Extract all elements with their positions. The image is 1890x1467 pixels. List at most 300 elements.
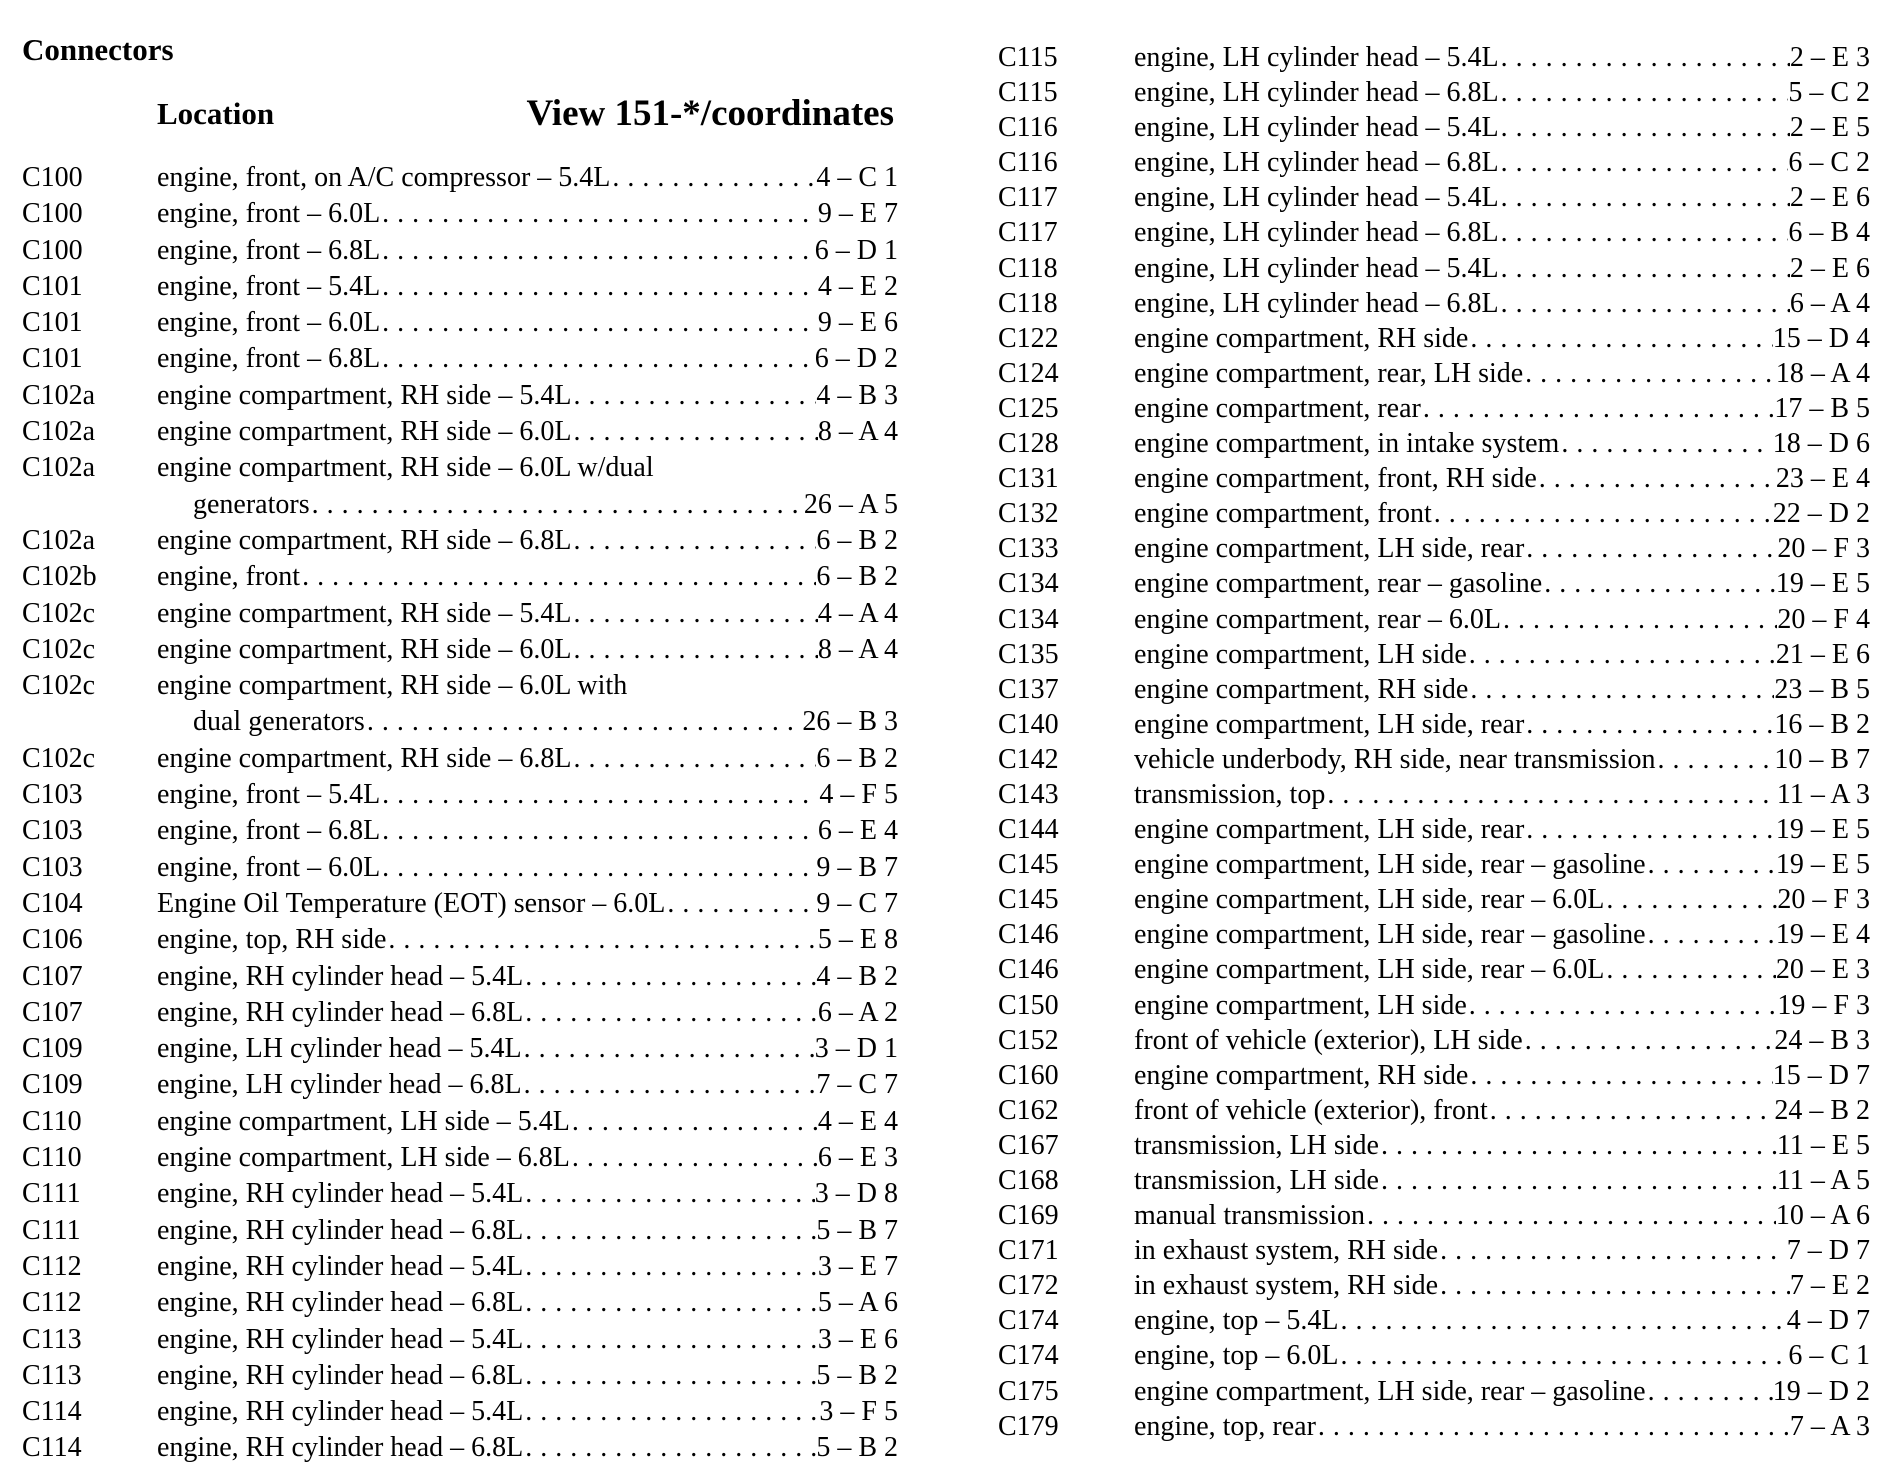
dot-leader bbox=[1537, 461, 1776, 496]
connector-location bbox=[157, 378, 898, 414]
connector-location bbox=[1134, 40, 1870, 75]
connector-location bbox=[157, 1104, 898, 1140]
dot-leader bbox=[1499, 180, 1790, 215]
view-coordinates: 22 – D 2 bbox=[1772, 498, 1870, 530]
location-text: engine, LH cylinder head – 6.8L bbox=[157, 1069, 522, 1101]
connector-location bbox=[1134, 566, 1870, 601]
connector-code: C137 bbox=[998, 673, 1059, 705]
connector-code: C102a bbox=[22, 524, 96, 556]
location-line bbox=[1134, 1338, 1870, 1373]
connector-location bbox=[1134, 812, 1870, 847]
connector-entry bbox=[22, 1140, 898, 1176]
view-coordinates: 7 – D 7 bbox=[1786, 1235, 1870, 1267]
connector-entry bbox=[998, 812, 1870, 847]
view-coordinates: 9 – C 7 bbox=[816, 887, 898, 919]
view-coordinates: 5 – C 2 bbox=[1788, 77, 1870, 109]
location-line bbox=[157, 523, 898, 559]
location-text: engine compartment, front bbox=[1134, 498, 1432, 530]
connector-location bbox=[1134, 1093, 1870, 1128]
dot-leader bbox=[523, 1249, 818, 1285]
location-line bbox=[1134, 777, 1870, 812]
connector-location bbox=[1134, 917, 1870, 952]
dot-leader bbox=[1379, 1128, 1777, 1163]
location-line bbox=[1134, 1374, 1870, 1409]
connector-entry bbox=[22, 959, 898, 995]
dot-leader bbox=[1499, 75, 1789, 110]
view-coordinates: 7 – C 7 bbox=[816, 1069, 898, 1101]
location-line bbox=[1134, 180, 1870, 215]
dot-leader bbox=[380, 196, 818, 232]
view-coordinates: 3 – E 6 bbox=[817, 1323, 898, 1355]
connector-location bbox=[1134, 1023, 1870, 1058]
view-coordinates: 3 – D 8 bbox=[814, 1178, 898, 1210]
view-coordinates: 3 – E 7 bbox=[817, 1250, 898, 1282]
location-text: in exhaust system, RH side bbox=[1134, 1270, 1439, 1302]
connector-location bbox=[157, 959, 898, 995]
location-line bbox=[1134, 637, 1870, 672]
connector-entry bbox=[22, 1031, 898, 1067]
dot-leader bbox=[522, 1067, 817, 1103]
view-coordinates: 19 – E 4 bbox=[1775, 919, 1870, 951]
connector-entry bbox=[998, 777, 1870, 812]
dot-leader bbox=[1421, 391, 1774, 426]
view-coordinates: 6 – C 2 bbox=[1788, 147, 1870, 179]
dot-leader bbox=[1523, 1023, 1775, 1058]
connector-code: C172 bbox=[998, 1270, 1059, 1302]
connector-location bbox=[157, 196, 898, 232]
connector-entry bbox=[22, 668, 898, 741]
location-text: engine compartment, rear – gasoline bbox=[1134, 568, 1543, 600]
connector-location bbox=[157, 1322, 898, 1358]
connector-code: C110 bbox=[22, 1142, 82, 1174]
connector-entry bbox=[22, 196, 898, 232]
location-line bbox=[1134, 496, 1870, 531]
connector-code: C102c bbox=[22, 633, 96, 665]
connector-location bbox=[157, 450, 898, 523]
view-coordinates: 9 – B 7 bbox=[816, 851, 898, 883]
connector-code: C114 bbox=[22, 1396, 82, 1428]
connector-location bbox=[1134, 286, 1870, 321]
connector-entry bbox=[22, 850, 898, 886]
location-text: engine compartment, RH side bbox=[1134, 1059, 1469, 1091]
location-line bbox=[1134, 742, 1870, 777]
location-text: engine compartment, LH side, rear – gasoline bbox=[1134, 849, 1646, 881]
connector-location bbox=[157, 1285, 898, 1321]
dot-leader bbox=[571, 378, 816, 414]
dot-leader bbox=[310, 487, 804, 523]
dot-leader bbox=[1524, 531, 1777, 566]
connector-code: C107 bbox=[22, 960, 83, 992]
dot-leader bbox=[365, 704, 802, 740]
connector-entry bbox=[998, 566, 1870, 601]
view-coordinates: 23 – E 4 bbox=[1775, 463, 1870, 495]
view-coordinates: 16 – B 2 bbox=[1774, 708, 1870, 740]
location-text-continued: dual generators bbox=[193, 706, 365, 738]
connector-code: C104 bbox=[22, 887, 83, 919]
connector-entry bbox=[998, 952, 1870, 987]
connector-location bbox=[157, 523, 898, 559]
location-text: engine compartment, LH side, rear – gasoline bbox=[1134, 1375, 1646, 1407]
connector-code: C168 bbox=[998, 1165, 1059, 1196]
location-line bbox=[1134, 1058, 1870, 1093]
connector-location bbox=[157, 233, 898, 269]
connector-code: C102c bbox=[22, 597, 96, 629]
dot-leader bbox=[1365, 1198, 1776, 1233]
connector-code: C134 bbox=[998, 603, 1059, 635]
connector-entry bbox=[998, 1303, 1870, 1338]
connector-code: C114 bbox=[22, 1432, 82, 1464]
connector-location bbox=[1134, 777, 1870, 812]
location-text: engine, RH cylinder head – 6.8L bbox=[157, 1287, 524, 1319]
location-line bbox=[157, 196, 898, 232]
connector-location bbox=[157, 1249, 898, 1285]
connector-location bbox=[1134, 882, 1870, 917]
connector-location bbox=[1134, 1058, 1870, 1093]
connector-code: C102a bbox=[22, 379, 96, 411]
view-coordinates: 6 – D 2 bbox=[814, 343, 898, 375]
location-text: engine compartment, RH side bbox=[1134, 322, 1469, 354]
connector-code: C150 bbox=[998, 989, 1059, 1021]
dot-leader bbox=[1339, 1303, 1787, 1338]
location-text: engine compartment, RH side – 6.0L bbox=[157, 633, 572, 665]
location-line bbox=[1134, 566, 1870, 601]
dot-leader bbox=[523, 1394, 819, 1430]
location-line bbox=[1134, 847, 1870, 882]
location-text: engine compartment, rear – 6.0L bbox=[1134, 603, 1501, 635]
view-coordinates: 6 – B 2 bbox=[816, 524, 898, 556]
connector-location bbox=[1134, 1409, 1870, 1444]
connector-code: C179 bbox=[998, 1410, 1059, 1442]
connector-code: C101 bbox=[22, 270, 83, 302]
location-line bbox=[1134, 321, 1870, 356]
location-line bbox=[157, 1322, 898, 1358]
connector-entry bbox=[998, 215, 1870, 250]
dot-leader bbox=[1438, 1233, 1787, 1268]
connector-code: C118 bbox=[998, 252, 1058, 284]
dot-leader bbox=[1379, 1163, 1777, 1198]
location-text: engine, top, RH side bbox=[157, 924, 387, 956]
connector-entry bbox=[22, 1358, 898, 1394]
connector-entry bbox=[22, 233, 898, 269]
connector-code: C101 bbox=[22, 343, 83, 375]
view-coordinates: 15 – D 4 bbox=[1772, 322, 1870, 354]
connector-entry bbox=[22, 1430, 898, 1466]
connector-code: C103 bbox=[22, 815, 83, 847]
connector-entry bbox=[998, 1128, 1870, 1163]
location-line bbox=[1134, 356, 1870, 391]
connector-location bbox=[157, 596, 898, 632]
dot-leader bbox=[571, 741, 816, 777]
connector-entry bbox=[998, 531, 1870, 566]
connector-code: C115 bbox=[998, 77, 1058, 109]
view-coordinates: 11 – E 5 bbox=[1776, 1129, 1870, 1161]
view-coordinates: 5 – B 7 bbox=[816, 1214, 898, 1246]
dot-leader bbox=[1604, 952, 1775, 987]
connector-entry bbox=[998, 40, 1870, 75]
location-line bbox=[1134, 672, 1870, 707]
connector-code: C122 bbox=[998, 322, 1059, 354]
connector-location bbox=[1134, 75, 1870, 110]
dot-leader bbox=[386, 922, 817, 958]
connector-location bbox=[1134, 1233, 1870, 1268]
connector-entry bbox=[998, 1023, 1870, 1058]
connector-entry bbox=[22, 378, 898, 414]
dot-leader bbox=[1524, 812, 1776, 847]
location-line bbox=[1134, 812, 1870, 847]
location-line bbox=[157, 233, 898, 269]
dot-leader bbox=[1467, 637, 1776, 672]
connector-entry bbox=[22, 813, 898, 849]
location-line bbox=[1134, 1303, 1870, 1338]
connector-entry bbox=[22, 1104, 898, 1140]
location-text: engine, LH cylinder head – 6.8L bbox=[1134, 147, 1499, 179]
right-connector-list bbox=[998, 40, 1870, 1444]
dot-leader bbox=[523, 1322, 818, 1358]
connector-entry bbox=[998, 75, 1870, 110]
location-line bbox=[1134, 1093, 1870, 1128]
dot-leader bbox=[1339, 1338, 1789, 1373]
dot-leader bbox=[380, 813, 818, 849]
dot-leader bbox=[1499, 145, 1789, 180]
view-coordinates: 20 – F 3 bbox=[1777, 533, 1870, 565]
location-text: engine, front bbox=[157, 561, 301, 593]
location-text: engine, LH cylinder head – 6.8L bbox=[1134, 217, 1499, 249]
connector-entry bbox=[998, 251, 1870, 286]
view-coordinates: 7 – A 3 bbox=[1789, 1410, 1870, 1442]
connector-code: C115 bbox=[998, 42, 1058, 73]
connector-code: C145 bbox=[998, 884, 1059, 916]
connector-location bbox=[1134, 1374, 1870, 1409]
location-text: engine, RH cylinder head – 6.8L bbox=[157, 1432, 524, 1464]
location-line bbox=[1134, 391, 1870, 426]
connector-location bbox=[157, 1394, 898, 1430]
view-coordinates: 19 – F 3 bbox=[1777, 989, 1870, 1021]
dot-leader bbox=[1488, 1093, 1775, 1128]
dot-leader bbox=[1467, 988, 1778, 1023]
location-line bbox=[157, 741, 898, 777]
location-text: engine, front – 6.8L bbox=[157, 234, 381, 266]
view-coordinates: 19 – E 5 bbox=[1775, 814, 1870, 846]
connector-entry bbox=[998, 917, 1870, 952]
location-text: engine compartment, rear, LH side bbox=[1134, 357, 1524, 389]
dot-leader bbox=[1523, 356, 1776, 391]
dot-leader bbox=[523, 1213, 816, 1249]
connector-entry bbox=[22, 922, 898, 958]
connector-location bbox=[1134, 1163, 1870, 1198]
location-line bbox=[157, 777, 898, 813]
location-text: transmission, LH side bbox=[1134, 1165, 1379, 1196]
location-text: engine, LH cylinder head – 5.4L bbox=[1134, 112, 1499, 144]
connector-entry bbox=[22, 341, 898, 377]
dot-leader bbox=[1646, 847, 1776, 882]
location-line bbox=[1134, 952, 1870, 987]
connector-entry bbox=[998, 672, 1870, 707]
view-coordinates: 10 – A 6 bbox=[1775, 1200, 1870, 1232]
location-line bbox=[1134, 40, 1870, 75]
location-line bbox=[1134, 1233, 1870, 1268]
location-text: engine compartment, RH side – 6.0L w/dual bbox=[157, 452, 654, 484]
connector-location bbox=[1134, 602, 1870, 637]
location-text: engine compartment, RH side – 5.4L bbox=[157, 597, 572, 629]
dot-leader bbox=[380, 233, 815, 269]
connector-code: C118 bbox=[998, 287, 1058, 319]
connector-code: C100 bbox=[22, 162, 83, 193]
connector-location bbox=[1134, 1338, 1870, 1373]
connector-location bbox=[1134, 215, 1870, 250]
dot-leader bbox=[523, 995, 818, 1031]
view-coordinates: 9 – E 7 bbox=[817, 198, 898, 230]
location-line bbox=[1134, 1023, 1870, 1058]
location-text: engine, RH cylinder head – 6.8L bbox=[157, 1214, 524, 1246]
dot-leader bbox=[380, 850, 816, 886]
view-coordinates: 19 – E 5 bbox=[1775, 849, 1870, 881]
connector-location bbox=[157, 559, 898, 595]
dot-leader bbox=[1501, 602, 1777, 637]
view-coordinates: 3 – F 5 bbox=[819, 1396, 898, 1428]
dot-leader bbox=[523, 1430, 816, 1466]
location-line bbox=[157, 559, 898, 595]
location-line bbox=[157, 1067, 898, 1103]
location-line bbox=[1134, 707, 1870, 742]
connector-location bbox=[1134, 952, 1870, 987]
view-coordinates: 17 – B 5 bbox=[1774, 392, 1870, 424]
connector-entry bbox=[998, 1374, 1870, 1409]
connector-code: C102c bbox=[22, 742, 96, 774]
location-text: engine, LH cylinder head – 6.8L bbox=[1134, 287, 1499, 319]
connector-entry bbox=[998, 1233, 1870, 1268]
location-text: engine compartment, rear bbox=[1134, 392, 1421, 424]
view-coordinates: 4 – B 3 bbox=[816, 379, 898, 411]
connector-code: C171 bbox=[998, 1235, 1059, 1267]
connector-code: C167 bbox=[998, 1129, 1059, 1161]
connector-entry bbox=[22, 160, 898, 196]
connector-location bbox=[157, 632, 898, 668]
connector-location bbox=[1134, 321, 1870, 356]
connector-entry bbox=[22, 741, 898, 777]
location-line bbox=[157, 632, 898, 668]
location-line bbox=[1134, 461, 1870, 496]
view-coordinates: 26 – A 5 bbox=[803, 488, 898, 520]
connector-entry bbox=[998, 742, 1870, 777]
connector-code: C103 bbox=[22, 779, 83, 811]
connector-entry bbox=[998, 1163, 1870, 1198]
connector-entry bbox=[998, 1058, 1870, 1093]
location-text: engine, front, on A/C compressor – 5.4L bbox=[157, 162, 611, 193]
location-text: engine compartment, front, RH side bbox=[1134, 463, 1537, 495]
connector-entry bbox=[22, 559, 898, 595]
location-line bbox=[157, 1285, 898, 1321]
connector-entry bbox=[998, 180, 1870, 215]
connector-location bbox=[1134, 531, 1870, 566]
location-line bbox=[157, 1394, 898, 1430]
location-line bbox=[157, 850, 898, 886]
connector-location bbox=[157, 305, 898, 341]
view-coordinates: 24 – B 3 bbox=[1774, 1024, 1870, 1056]
connector-location bbox=[157, 414, 898, 450]
dot-leader bbox=[380, 777, 819, 813]
location-text: engine compartment, RH side bbox=[1134, 673, 1469, 705]
connector-location bbox=[157, 668, 898, 741]
dot-leader bbox=[523, 1285, 818, 1321]
connector-entry bbox=[998, 988, 1870, 1023]
connector-location bbox=[1134, 672, 1870, 707]
connector-entry bbox=[998, 1093, 1870, 1128]
connector-code: C162 bbox=[998, 1094, 1059, 1126]
connector-entry bbox=[22, 450, 898, 523]
location-text: engine compartment, LH side bbox=[1134, 638, 1467, 670]
connector-entry bbox=[22, 1176, 898, 1212]
connector-code: C100 bbox=[22, 198, 83, 230]
view-coordinates: 6 – E 3 bbox=[817, 1142, 898, 1174]
view-coordinates: 21 – E 6 bbox=[1775, 638, 1870, 670]
connector-entry bbox=[998, 882, 1870, 917]
view-coordinates: 18 – A 4 bbox=[1775, 357, 1870, 389]
dot-leader bbox=[523, 1358, 816, 1394]
view-coordinates: 11 – A 5 bbox=[1776, 1165, 1870, 1196]
location-text: engine, top – 5.4L bbox=[1134, 1305, 1339, 1337]
view-coordinates: 10 – B 7 bbox=[1774, 743, 1870, 775]
location-line bbox=[157, 1249, 898, 1285]
connector-code: C102a bbox=[22, 416, 96, 448]
dot-leader bbox=[571, 414, 817, 450]
location-text: engine compartment, RH side – 6.0L bbox=[157, 416, 572, 448]
connector-entry bbox=[998, 1338, 1870, 1373]
location-line bbox=[157, 341, 898, 377]
connector-code: C102b bbox=[22, 561, 97, 593]
view-coordinates: 4 – E 4 bbox=[817, 1105, 898, 1137]
view-coordinates: 6 – E 4 bbox=[817, 815, 898, 847]
connector-code: C112 bbox=[22, 1287, 82, 1319]
connector-location bbox=[157, 1358, 898, 1394]
location-line bbox=[1134, 75, 1870, 110]
connector-location bbox=[1134, 461, 1870, 496]
location-line bbox=[157, 160, 898, 196]
location-line bbox=[1134, 988, 1870, 1023]
location-text: engine compartment, RH side – 6.8L bbox=[157, 524, 572, 556]
connector-entry bbox=[998, 110, 1870, 145]
location-text: Engine Oil Temperature (EOT) sensor – 6.0L bbox=[157, 887, 666, 919]
connector-location bbox=[1134, 1268, 1870, 1303]
dot-leader bbox=[1468, 1058, 1772, 1093]
location-line bbox=[157, 1213, 898, 1249]
view-coordinates: 19 – D 2 bbox=[1772, 1375, 1870, 1407]
dot-leader bbox=[570, 1140, 818, 1176]
connector-location bbox=[1134, 426, 1870, 461]
location-text: engine compartment, LH side, rear bbox=[1134, 708, 1525, 740]
view-coordinates: 19 – E 5 bbox=[1775, 568, 1870, 600]
dot-leader bbox=[1316, 1409, 1790, 1444]
view-coordinates: 18 – D 6 bbox=[1772, 428, 1870, 460]
view-coordinates: 4 – D 7 bbox=[1786, 1305, 1870, 1337]
connector-entry bbox=[22, 632, 898, 668]
connector-code: C125 bbox=[998, 392, 1059, 424]
connector-code: C106 bbox=[22, 924, 83, 956]
connector-location bbox=[157, 1031, 898, 1067]
view-coordinates: 20 – F 4 bbox=[1777, 603, 1870, 635]
view-coordinates: 4 – E 2 bbox=[817, 270, 898, 302]
connector-entry bbox=[998, 356, 1870, 391]
connector-code: C107 bbox=[22, 996, 83, 1028]
location-text: engine, LH cylinder head – 5.4L bbox=[1134, 252, 1499, 284]
location-line bbox=[157, 1104, 898, 1140]
location-text: engine compartment, LH side, rear bbox=[1134, 814, 1525, 846]
connector-code: C112 bbox=[22, 1250, 82, 1282]
location-text: engine, LH cylinder head – 5.4L bbox=[1134, 42, 1499, 73]
view-coordinates: 4 – A 4 bbox=[817, 597, 898, 629]
location-text: engine, front – 6.8L bbox=[157, 815, 381, 847]
dot-leader bbox=[300, 559, 816, 595]
connector-code: C103 bbox=[22, 851, 83, 883]
